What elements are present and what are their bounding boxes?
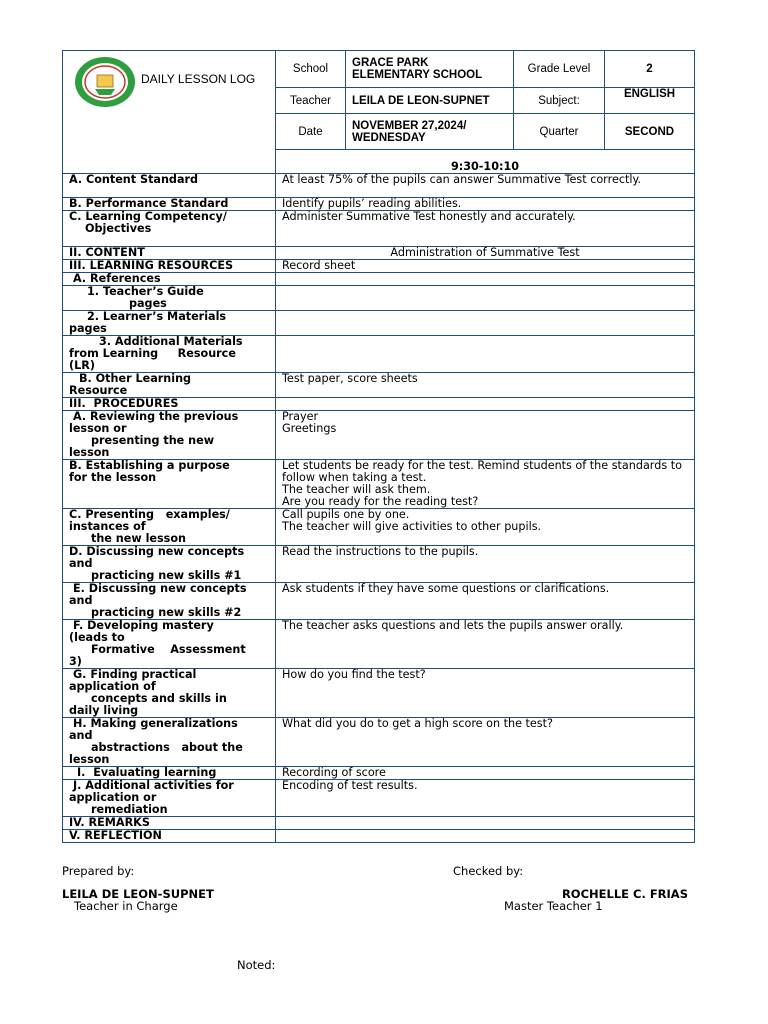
row-resources [63, 260, 695, 273]
row-additional-activities [63, 780, 695, 817]
value-content-standard: At least 75% of the pupils can answer Summative Test correctly. [276, 174, 695, 198]
label-additional-activities: J. Additional activities for application or remediation [63, 780, 276, 817]
row-reflection [63, 830, 695, 843]
row-generalization [63, 718, 695, 767]
value-evaluating: Recording of score [276, 767, 695, 780]
label-references: A. References [63, 273, 276, 286]
value-content: Administration of Summative Test [276, 247, 695, 260]
value-references [276, 273, 695, 286]
lesson-log-table [62, 50, 695, 843]
label-competency: C. Learning Competency/ Objectives [63, 211, 276, 247]
row-evaluating [63, 767, 695, 780]
label-generalization: H. Making generalizations and abstractions about the lesson [63, 718, 276, 767]
header-row-school [63, 51, 695, 88]
value-application: How do you find the test? [276, 669, 695, 718]
value-purpose: Let students be ready for the test. Remind students of the standards to follow when taking a test. The teacher will ask them. Are you ready for the reading test? [276, 460, 695, 509]
value-remarks [276, 817, 695, 830]
checked-by-role: Master Teacher 1 [504, 899, 603, 913]
label-reviewing: A. Reviewing the previous lesson or presenting the new lesson [63, 411, 276, 460]
row-purpose [63, 460, 695, 509]
value-teachers-guide [276, 286, 695, 311]
label-content-standard: A. Content Standard [63, 174, 276, 198]
row-mastery [63, 620, 695, 669]
checked-by-name: ROCHELLE C. FRIAS [561, 887, 688, 901]
date-value: NOVEMBER 27,2024/ WEDNESDAY [346, 114, 514, 150]
prepared-by-name: LEILA DE LEON-SUPNET [62, 887, 214, 901]
noted-label: Noted: [237, 958, 276, 972]
row-references [63, 273, 695, 286]
value-performance-standard: Identify pupils’ reading abilities. [276, 198, 695, 211]
value-competency: Administer Summative Test honestly and accurately. [276, 211, 695, 247]
row-procedures [63, 398, 695, 411]
value-other-resources: Test paper, score sheets [276, 373, 695, 398]
value-presenting: Call pupils one by one. The teacher will give activities to other pupils. [276, 509, 695, 546]
teacher-value: LEILA DE LEON-SUPNET [346, 88, 514, 114]
school-seal-icon [73, 55, 137, 109]
row-content [63, 247, 695, 260]
row-performance-standard [63, 198, 695, 211]
row-other-resources [63, 373, 695, 398]
prepared-by-role: Teacher in Charge [74, 899, 178, 913]
label-additional-materials: 3. Additional Materials from Learning Resource (LR) [63, 336, 276, 373]
row-discussing-2 [63, 583, 695, 620]
label-presenting: C. Presenting examples/ instances of the new lesson [63, 509, 276, 546]
label-resources: III. LEARNING RESOURCES [63, 260, 276, 273]
value-reflection [276, 830, 695, 843]
value-discussing-2: Ask students if they have some questions or clarifications. [276, 583, 695, 620]
school-value: GRACE PARK ELEMENTARY SCHOOL [346, 51, 514, 88]
value-reviewing: Prayer Greetings [276, 411, 695, 460]
label-remarks: IV. REMARKS [63, 817, 276, 830]
label-content: II. CONTENT [63, 247, 276, 260]
row-competency [63, 211, 695, 247]
row-teachers-guide [63, 286, 695, 311]
value-generalization: What did you do to get a high score on the test? [276, 718, 695, 767]
grade-label: Grade Level [514, 51, 605, 88]
prepared-by-label: Prepared by: [62, 864, 135, 878]
logo-cell [63, 51, 276, 174]
lesson-log-document [62, 50, 694, 843]
grade-value: 2 [605, 51, 695, 88]
value-learners-materials [276, 311, 695, 336]
row-discussing-1 [63, 546, 695, 583]
value-additional-activities: Encoding of test results. [276, 780, 695, 817]
row-reviewing [63, 411, 695, 460]
label-teachers-guide: 1. Teacher’s Guide pages [63, 286, 276, 311]
label-application: G. Finding practical application of concepts and skills in daily living [63, 669, 276, 718]
label-procedures: III. PROCEDURES [63, 398, 276, 411]
row-learners-materials [63, 311, 695, 336]
quarter-label: Quarter [514, 114, 605, 150]
label-discussing-2: E. Discussing new concepts and practicing new skills #2 [63, 583, 276, 620]
school-label: School [276, 51, 346, 88]
subject-value: ENGLISH [605, 88, 695, 114]
row-application [63, 669, 695, 718]
quarter-value: SECOND [605, 114, 695, 150]
row-presenting [63, 509, 695, 546]
label-performance-standard: B. Performance Standard [63, 198, 276, 211]
label-purpose: B. Establishing a purpose for the lesson [63, 460, 276, 509]
time-slot: 9:30-10:10 [276, 150, 695, 174]
value-additional-materials [276, 336, 695, 373]
document-title: DAILY LESSON LOG [141, 72, 256, 86]
label-evaluating: I. Evaluating learning [63, 767, 276, 780]
label-mastery: F. Developing mastery (leads to Formative Assessment 3) [63, 620, 276, 669]
teacher-label: Teacher [276, 88, 346, 114]
checked-by-label: Checked by: [453, 864, 524, 878]
value-discussing-1: Read the instructions to the pupils. [276, 546, 695, 583]
label-reflection: V. REFLECTION [63, 830, 276, 843]
label-other-resources: B. Other Learning Resource [63, 373, 276, 398]
value-mastery: The teacher asks questions and lets the pupils answer orally. [276, 620, 695, 669]
row-content-standard [63, 174, 695, 198]
value-resources: Record sheet [276, 260, 695, 273]
row-remarks [63, 817, 695, 830]
label-discussing-1: D. Discussing new concepts and practicing new skills #1 [63, 546, 276, 583]
label-learners-materials: 2. Learner’s Materials pages [63, 311, 276, 336]
row-additional-materials [63, 336, 695, 373]
date-label: Date [276, 114, 346, 150]
subject-label: Subject: [514, 88, 605, 114]
value-procedures [276, 398, 695, 411]
